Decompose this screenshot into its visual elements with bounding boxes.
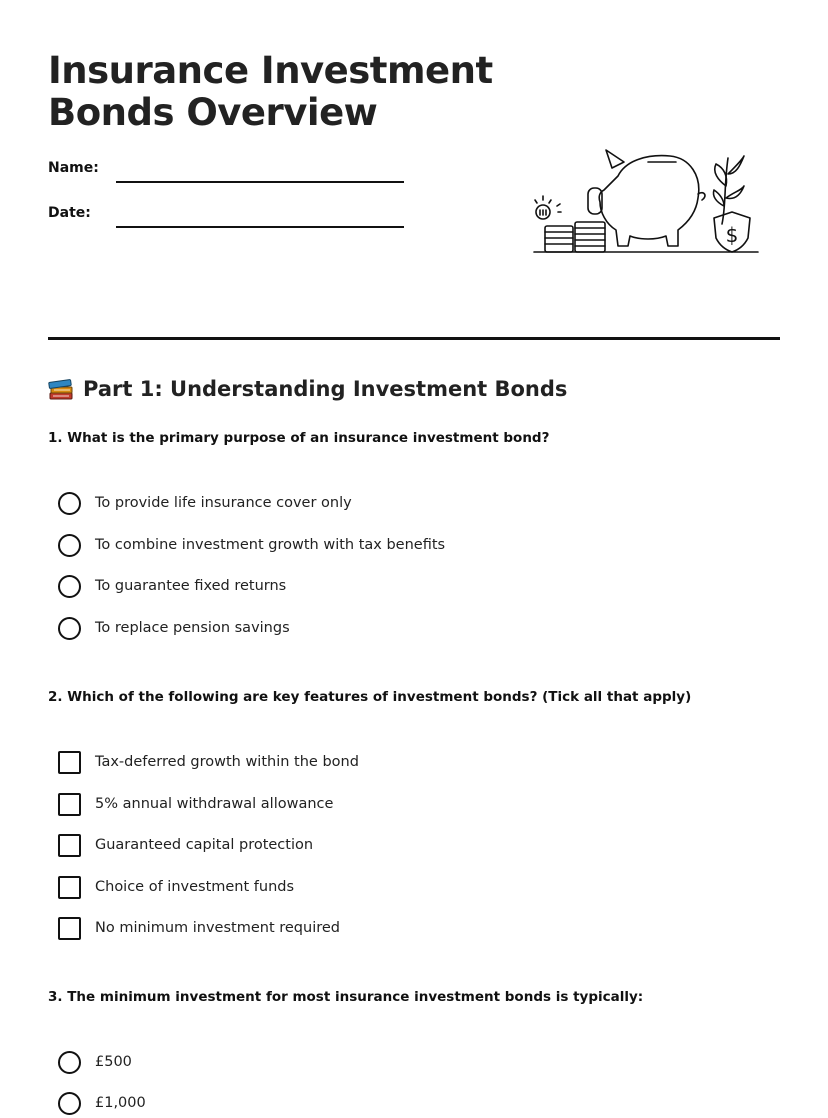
- option-label: 5% annual withdrawal allowance: [95, 796, 334, 812]
- radio-button[interactable]: [58, 534, 81, 557]
- section-divider: [48, 337, 780, 340]
- name-label: Name:: [48, 160, 99, 176]
- date-field[interactable]: [116, 226, 404, 228]
- title-line-1: Insurance Investment: [48, 49, 493, 92]
- question-2-option-2[interactable]: [58, 792, 333, 816]
- question-3-option-1[interactable]: [58, 1050, 132, 1074]
- question-3-option-2[interactable]: [58, 1091, 146, 1115]
- option-label: £500: [95, 1054, 132, 1070]
- worksheet-title: [48, 50, 508, 134]
- option-label: No minimum investment required: [95, 920, 340, 936]
- checkbox[interactable]: [58, 834, 81, 857]
- checkbox[interactable]: [58, 917, 81, 940]
- option-label: £1,000: [95, 1095, 146, 1111]
- question-1-option-2[interactable]: [58, 533, 445, 557]
- option-label: To provide life insurance cover only: [95, 495, 352, 511]
- radio-button[interactable]: [58, 575, 81, 598]
- radio-button[interactable]: [58, 1092, 81, 1115]
- question-2-option-3[interactable]: [58, 833, 313, 857]
- name-field[interactable]: [116, 181, 404, 183]
- option-label: To combine investment growth with tax benefits: [95, 537, 446, 553]
- option-label: To guarantee fixed returns: [95, 578, 287, 594]
- question-1-option-4[interactable]: [58, 616, 290, 640]
- question-2-option-4[interactable]: [58, 875, 294, 899]
- radio-button[interactable]: [58, 617, 81, 640]
- radio-button[interactable]: [58, 1051, 81, 1074]
- question-2: 2. Which of the following are key features of investment bonds? (Tick all that apply): [48, 689, 692, 705]
- option-label: To replace pension savings: [95, 620, 290, 636]
- option-label: Choice of investment funds: [95, 879, 295, 895]
- date-label: Date:: [48, 205, 91, 221]
- books-icon: [48, 377, 74, 401]
- option-label: Guaranteed capital protection: [95, 837, 314, 853]
- question-1: 1. What is the primary purpose of an insurance investment bond?: [48, 430, 550, 446]
- option-label: Tax-deferred growth within the bond: [95, 754, 359, 770]
- part-1-heading: [48, 374, 567, 404]
- radio-button[interactable]: [58, 492, 81, 515]
- svg-text:$: $: [725, 223, 739, 247]
- question-1-option-1[interactable]: [58, 491, 352, 515]
- question-2-option-5[interactable]: [58, 916, 340, 940]
- question-3: 3. The minimum investment for most insurance investment bonds is typically:: [48, 989, 644, 1005]
- checkbox[interactable]: [58, 793, 81, 816]
- piggy-bank-coins-plant-shield-icon: [530, 146, 762, 258]
- checkbox[interactable]: [58, 876, 81, 899]
- title-line-2: Bonds Overview: [48, 91, 378, 134]
- checkbox[interactable]: [58, 751, 81, 774]
- question-1-option-3[interactable]: [58, 574, 286, 598]
- part-1-heading-text: Part 1: Understanding Investment Bonds: [83, 377, 568, 401]
- question-2-option-1[interactable]: [58, 750, 359, 774]
